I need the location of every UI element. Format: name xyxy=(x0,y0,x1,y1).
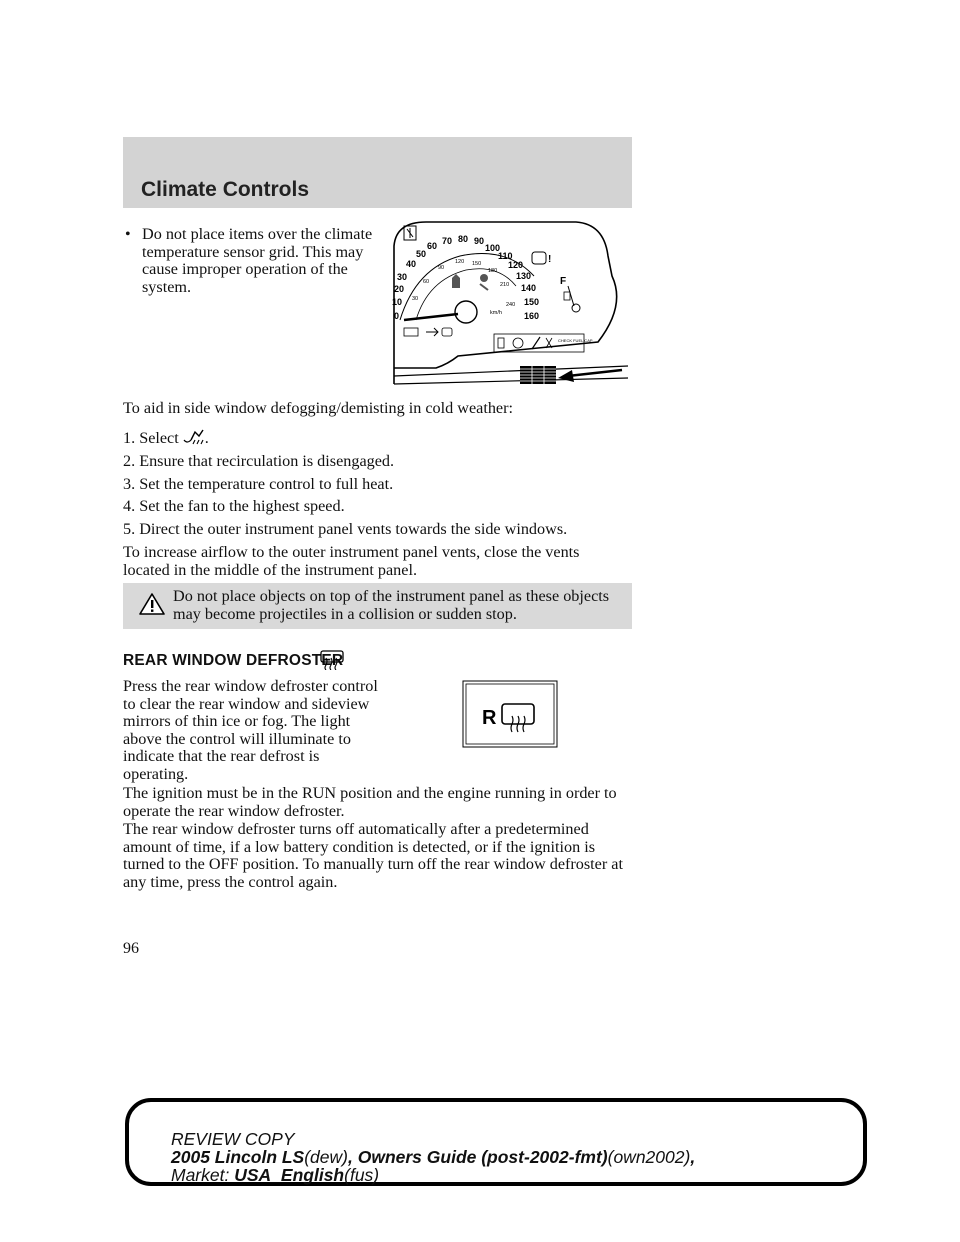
footer-market-line xyxy=(171,1166,379,1185)
warning-triangle-icon xyxy=(139,592,165,616)
kmh-label-30: 30 xyxy=(412,296,419,302)
kmh-unit-label: km/h xyxy=(490,310,502,316)
seatbelt-warning-icon xyxy=(404,226,416,240)
speed-label-60: 60 xyxy=(427,241,438,251)
check-fuel-cap-label: CHECK FUEL CAP xyxy=(558,338,593,343)
step-3: 3. Set the temperature control to full heat. xyxy=(123,475,394,493)
kmh-label-120: 120 xyxy=(455,259,465,265)
section-heading: REAR WINDOW DEFROSTER xyxy=(123,652,344,669)
speed-label-30: 30 xyxy=(397,272,408,282)
speed-label-70: 70 xyxy=(442,236,453,246)
seatbelt-indicator-icon xyxy=(452,274,460,288)
kmh-label-240: 240 xyxy=(506,302,516,308)
bullet-text: Do not place items over the climate temperature sensor grid. This may cause improper operation of the system. xyxy=(142,225,373,296)
ignition-note: The ignition must be in the RUN position and the engine running in order to operate the rear window defroster. xyxy=(123,784,617,820)
bullet-symbol: • xyxy=(125,226,131,243)
footer-guide-code: (own2002) xyxy=(607,1147,691,1167)
fuel-full-label: F xyxy=(560,276,567,287)
speed-label-150: 150 xyxy=(524,297,540,307)
speed-label-140: 140 xyxy=(521,283,537,293)
speed-label-40: 40 xyxy=(406,259,417,269)
intro-text: To aid in side window defogging/demisting in cold weather: xyxy=(123,399,513,417)
rear-defrost-button-illustration xyxy=(462,680,558,748)
footer-model: 2005 Lincoln LS xyxy=(171,1147,305,1167)
section-header-bar xyxy=(123,137,632,208)
speed-label-0: 0 xyxy=(394,311,400,321)
kmh-label-210: 210 xyxy=(500,282,510,288)
speed-label-100: 100 xyxy=(485,243,501,253)
speed-label-80: 80 xyxy=(458,234,469,244)
temperature-sensor-grid xyxy=(520,366,556,384)
sensor-grid-arrow xyxy=(558,370,622,382)
speed-label-10: 10 xyxy=(392,297,403,307)
speed-label-90: 90 xyxy=(474,236,485,246)
speed-label-50: 50 xyxy=(416,249,427,259)
kmh-label-60: 60 xyxy=(423,279,430,285)
section-title: Climate Controls xyxy=(141,178,310,201)
button-letter: R xyxy=(482,707,497,729)
step-1-prefix: 1. Select xyxy=(123,429,179,447)
warning-callout xyxy=(123,583,632,629)
instrument-cluster-illustration xyxy=(386,216,628,388)
kmh-label-150: 150 xyxy=(472,261,482,267)
warning-text: Do not place objects on top of the instrument panel as these objects may become projectiles in a collision or sudden stop. xyxy=(173,587,610,623)
svg-text:!: ! xyxy=(548,254,552,265)
footer-comma: , xyxy=(690,1147,696,1167)
defrost-mode-icon xyxy=(183,428,205,446)
page-number: 96 xyxy=(123,940,139,957)
speed-label-130: 130 xyxy=(516,271,532,281)
rear-defrost-icon xyxy=(319,648,345,670)
speed-label-110: 110 xyxy=(498,251,513,261)
step-2: 2. Ensure that recirculation is disengaged. xyxy=(123,452,395,470)
speed-label-20: 20 xyxy=(394,284,405,294)
step-4: 4. Set the fan to the highest speed. xyxy=(123,497,345,515)
indicator-lights-row xyxy=(404,328,452,336)
footer-market: USA_English xyxy=(234,1165,345,1185)
footer-market-code: (fus) xyxy=(344,1165,380,1185)
engine-warning-icon xyxy=(532,252,551,265)
speed-label-120: 120 xyxy=(508,260,524,270)
kmh-label-90: 90 xyxy=(438,265,445,271)
airflow-note: To increase airflow to the outer instrument panel vents, close the vents located in the middle of the instrument panel. xyxy=(123,543,580,579)
kmh-label-180: 180 xyxy=(488,268,498,274)
airbag-indicator-icon xyxy=(480,274,488,290)
footer-guide: , Owners Guide (post-2002-fmt) xyxy=(348,1147,608,1167)
speed-label-160: 160 xyxy=(524,311,540,321)
defroster-intro: Press the rear window defroster control to clear the rear window and sideview mirrors of thin ice or fog. The light above the control will illuminate to indicate that the rear defrost is operating. xyxy=(123,677,378,783)
warning-lights-panel xyxy=(494,334,593,352)
auto-off-note: The rear window defroster turns off automatically after a predetermined amount of time, if a low battery condition is detected, or if the ignition is turned to the OFF position. To manually turn off the rear window defroster at any time, press the control again. xyxy=(123,820,623,891)
review-footer xyxy=(125,1098,867,1186)
footer-market-label: Market: xyxy=(171,1165,230,1185)
fuel-gauge-icon xyxy=(564,286,580,312)
footer-model-code: (dew) xyxy=(304,1147,348,1167)
step-1-suffix: . xyxy=(204,429,209,447)
review-copy-label: REVIEW COPY xyxy=(171,1129,295,1149)
step-1 xyxy=(123,428,209,448)
step-5: 5. Direct the outer instrument panel vents towards the side windows. xyxy=(123,520,568,538)
